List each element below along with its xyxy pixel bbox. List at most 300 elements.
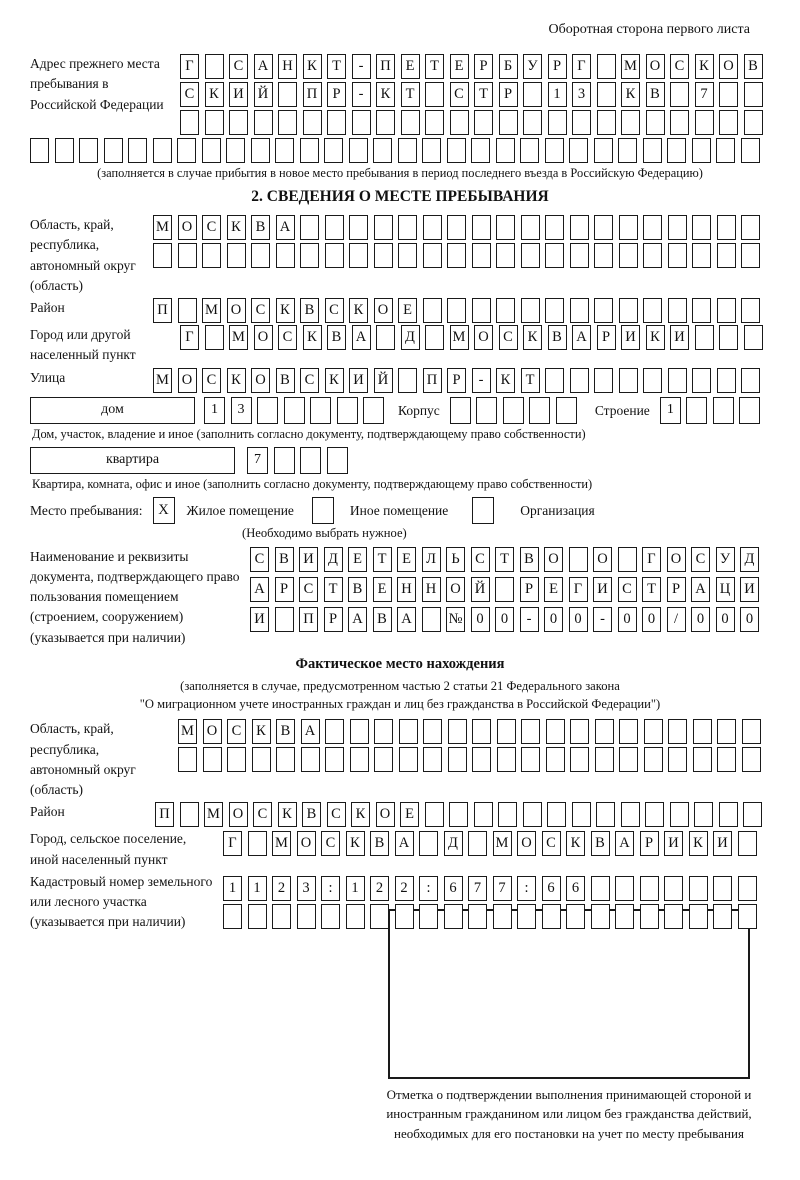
char-cell[interactable] bbox=[548, 110, 567, 135]
char-cell[interactable] bbox=[739, 397, 760, 424]
char-cell[interactable] bbox=[472, 747, 491, 772]
char-cell[interactable] bbox=[374, 215, 393, 240]
char-cell[interactable] bbox=[570, 747, 589, 772]
char-cell[interactable] bbox=[274, 447, 295, 474]
char-cell[interactable]: Е bbox=[400, 802, 419, 827]
char-cell[interactable] bbox=[542, 904, 561, 929]
char-cell[interactable] bbox=[337, 397, 358, 424]
char-cell[interactable]: Г bbox=[180, 325, 199, 350]
char-cell[interactable] bbox=[664, 876, 683, 901]
char-cell[interactable] bbox=[668, 368, 687, 393]
char-cell[interactable]: М bbox=[178, 719, 197, 744]
char-cell[interactable]: О bbox=[229, 802, 248, 827]
char-cell[interactable]: П bbox=[376, 54, 395, 79]
char-cell[interactable]: К bbox=[695, 54, 714, 79]
char-cell[interactable]: А bbox=[352, 325, 371, 350]
char-cell[interactable] bbox=[499, 110, 518, 135]
char-cell[interactable]: 0 bbox=[740, 607, 759, 632]
char-cell[interactable] bbox=[205, 54, 224, 79]
char-cell[interactable]: 6 bbox=[566, 876, 585, 901]
char-cell[interactable]: С bbox=[471, 547, 490, 572]
char-cell[interactable] bbox=[251, 243, 270, 268]
char-cell[interactable] bbox=[350, 719, 369, 744]
char-cell[interactable]: Р bbox=[324, 607, 343, 632]
char-cell[interactable] bbox=[180, 110, 199, 135]
char-cell[interactable]: Д bbox=[740, 547, 759, 572]
char-cell[interactable] bbox=[643, 215, 662, 240]
char-cell[interactable] bbox=[643, 138, 662, 163]
char-cell[interactable]: Н bbox=[397, 577, 416, 602]
char-cell[interactable]: Т bbox=[495, 547, 514, 572]
char-cell[interactable]: 3 bbox=[572, 82, 591, 107]
char-cell[interactable] bbox=[621, 802, 640, 827]
char-cell[interactable] bbox=[497, 719, 516, 744]
char-cell[interactable] bbox=[694, 802, 713, 827]
char-cell[interactable] bbox=[450, 397, 471, 424]
char-cell[interactable] bbox=[570, 215, 589, 240]
char-cell[interactable]: М bbox=[272, 831, 291, 856]
char-cell[interactable] bbox=[476, 397, 497, 424]
char-cell[interactable] bbox=[363, 397, 384, 424]
char-cell[interactable]: С bbox=[327, 802, 346, 827]
char-cell[interactable]: - bbox=[472, 368, 491, 393]
char-cell[interactable]: Е bbox=[348, 547, 367, 572]
char-cell[interactable] bbox=[615, 876, 634, 901]
char-cell[interactable]: К bbox=[227, 368, 246, 393]
char-cell[interactable] bbox=[450, 110, 469, 135]
char-cell[interactable]: - bbox=[352, 54, 371, 79]
char-cell[interactable]: 2 bbox=[272, 876, 291, 901]
char-cell[interactable] bbox=[468, 904, 487, 929]
char-cell[interactable] bbox=[425, 110, 444, 135]
char-cell[interactable]: Ц bbox=[716, 577, 735, 602]
char-cell[interactable] bbox=[276, 747, 295, 772]
char-cell[interactable]: В bbox=[646, 82, 665, 107]
char-cell[interactable] bbox=[448, 719, 467, 744]
char-cell[interactable]: М bbox=[450, 325, 469, 350]
char-cell[interactable] bbox=[398, 368, 417, 393]
char-cell[interactable] bbox=[498, 802, 517, 827]
char-cell[interactable]: И bbox=[713, 831, 732, 856]
char-cell[interactable]: Б bbox=[499, 54, 518, 79]
char-cell[interactable]: И bbox=[670, 325, 689, 350]
char-cell[interactable]: С bbox=[542, 831, 561, 856]
char-cell[interactable]: Т bbox=[425, 54, 444, 79]
char-cell[interactable] bbox=[447, 215, 466, 240]
char-cell[interactable] bbox=[257, 397, 278, 424]
char-cell[interactable]: О bbox=[374, 298, 393, 323]
char-cell[interactable] bbox=[226, 138, 245, 163]
char-cell[interactable] bbox=[398, 138, 417, 163]
char-cell[interactable] bbox=[594, 243, 613, 268]
char-cell[interactable] bbox=[619, 215, 638, 240]
char-cell[interactable] bbox=[645, 802, 664, 827]
char-cell[interactable]: Т bbox=[642, 577, 661, 602]
char-cell[interactable] bbox=[545, 243, 564, 268]
char-cell[interactable] bbox=[503, 397, 524, 424]
char-cell[interactable] bbox=[546, 719, 565, 744]
char-cell[interactable]: П bbox=[155, 802, 174, 827]
char-cell[interactable]: Л bbox=[422, 547, 441, 572]
char-cell[interactable]: : bbox=[321, 876, 340, 901]
char-cell[interactable] bbox=[591, 904, 610, 929]
char-cell[interactable]: И bbox=[250, 607, 269, 632]
char-cell[interactable]: - bbox=[593, 607, 612, 632]
char-cell[interactable] bbox=[618, 138, 637, 163]
char-cell[interactable]: П bbox=[423, 368, 442, 393]
char-cell[interactable] bbox=[423, 298, 442, 323]
char-cell[interactable]: О bbox=[446, 577, 465, 602]
char-cell[interactable] bbox=[738, 876, 757, 901]
char-cell[interactable] bbox=[303, 110, 322, 135]
char-cell[interactable] bbox=[744, 325, 763, 350]
char-cell[interactable] bbox=[374, 243, 393, 268]
char-cell[interactable]: 1 bbox=[204, 397, 225, 424]
char-cell[interactable] bbox=[621, 110, 640, 135]
char-cell[interactable]: М bbox=[153, 368, 172, 393]
char-cell[interactable]: К bbox=[376, 82, 395, 107]
char-cell[interactable] bbox=[572, 802, 591, 827]
char-cell[interactable] bbox=[325, 215, 344, 240]
char-cell[interactable] bbox=[556, 397, 577, 424]
char-cell[interactable]: 0 bbox=[569, 607, 588, 632]
char-cell[interactable]: С bbox=[299, 577, 318, 602]
char-cell[interactable]: 7 bbox=[247, 447, 268, 474]
char-cell[interactable]: О bbox=[178, 368, 197, 393]
char-cell[interactable] bbox=[545, 298, 564, 323]
char-cell[interactable]: - bbox=[352, 82, 371, 107]
char-cell[interactable] bbox=[223, 904, 242, 929]
char-cell[interactable] bbox=[474, 802, 493, 827]
char-cell[interactable] bbox=[128, 138, 147, 163]
char-cell[interactable] bbox=[668, 215, 687, 240]
char-cell[interactable]: Р bbox=[548, 54, 567, 79]
char-cell[interactable] bbox=[300, 243, 319, 268]
char-cell[interactable]: И bbox=[664, 831, 683, 856]
char-cell[interactable] bbox=[177, 138, 196, 163]
char-cell[interactable] bbox=[346, 904, 365, 929]
char-cell[interactable]: С bbox=[300, 368, 319, 393]
char-cell[interactable] bbox=[664, 904, 683, 929]
char-cell[interactable] bbox=[374, 719, 393, 744]
char-cell[interactable]: С bbox=[670, 54, 689, 79]
char-cell[interactable] bbox=[594, 215, 613, 240]
char-cell[interactable]: С bbox=[251, 298, 270, 323]
char-cell[interactable] bbox=[423, 215, 442, 240]
char-cell[interactable]: С bbox=[450, 82, 469, 107]
char-cell[interactable]: О bbox=[593, 547, 612, 572]
char-cell[interactable]: А bbox=[348, 607, 367, 632]
char-cell[interactable]: Й bbox=[374, 368, 393, 393]
char-cell[interactable] bbox=[444, 904, 463, 929]
char-cell[interactable]: К bbox=[325, 368, 344, 393]
char-cell[interactable] bbox=[324, 138, 343, 163]
char-cell[interactable] bbox=[643, 298, 662, 323]
char-cell[interactable]: О bbox=[719, 54, 738, 79]
char-cell[interactable] bbox=[644, 719, 663, 744]
char-cell[interactable]: Е bbox=[544, 577, 563, 602]
char-cell[interactable]: К bbox=[303, 325, 322, 350]
char-cell[interactable]: Д bbox=[324, 547, 343, 572]
char-cell[interactable] bbox=[423, 747, 442, 772]
char-cell[interactable] bbox=[713, 397, 734, 424]
char-cell[interactable]: В bbox=[251, 215, 270, 240]
char-cell[interactable]: К bbox=[523, 325, 542, 350]
char-cell[interactable] bbox=[595, 719, 614, 744]
char-cell[interactable]: С bbox=[227, 719, 246, 744]
char-cell[interactable] bbox=[520, 138, 539, 163]
char-cell[interactable]: И bbox=[621, 325, 640, 350]
char-cell[interactable]: Р bbox=[667, 577, 686, 602]
char-cell[interactable]: А bbox=[691, 577, 710, 602]
char-cell[interactable] bbox=[596, 802, 615, 827]
char-cell[interactable]: 2 bbox=[370, 876, 389, 901]
char-cell[interactable] bbox=[202, 243, 221, 268]
char-cell[interactable] bbox=[55, 138, 74, 163]
char-cell[interactable]: О bbox=[544, 547, 563, 572]
char-cell[interactable] bbox=[545, 215, 564, 240]
char-cell[interactable]: В bbox=[302, 802, 321, 827]
char-cell[interactable]: В bbox=[548, 325, 567, 350]
char-cell[interactable]: Г bbox=[572, 54, 591, 79]
char-cell[interactable] bbox=[153, 138, 172, 163]
char-cell[interactable]: Г bbox=[642, 547, 661, 572]
char-cell[interactable] bbox=[643, 368, 662, 393]
char-cell[interactable]: Е bbox=[373, 577, 392, 602]
char-cell[interactable] bbox=[644, 747, 663, 772]
char-cell[interactable]: - bbox=[520, 607, 539, 632]
char-cell[interactable] bbox=[395, 904, 414, 929]
char-cell[interactable] bbox=[615, 904, 634, 929]
char-cell[interactable] bbox=[373, 138, 392, 163]
char-cell[interactable] bbox=[523, 802, 542, 827]
char-cell[interactable]: В bbox=[348, 577, 367, 602]
char-cell[interactable]: С bbox=[180, 82, 199, 107]
char-cell[interactable] bbox=[401, 110, 420, 135]
char-cell[interactable]: О bbox=[297, 831, 316, 856]
char-cell[interactable] bbox=[523, 110, 542, 135]
char-cell[interactable] bbox=[350, 747, 369, 772]
char-cell[interactable]: К bbox=[351, 802, 370, 827]
char-cell[interactable]: С bbox=[278, 325, 297, 350]
char-cell[interactable] bbox=[689, 876, 708, 901]
char-cell[interactable]: О bbox=[517, 831, 536, 856]
char-cell[interactable]: Р bbox=[447, 368, 466, 393]
char-cell[interactable] bbox=[370, 904, 389, 929]
char-cell[interactable]: А bbox=[250, 577, 269, 602]
char-cell[interactable]: О bbox=[474, 325, 493, 350]
char-cell[interactable] bbox=[619, 298, 638, 323]
char-cell[interactable] bbox=[517, 904, 536, 929]
char-cell[interactable] bbox=[180, 802, 199, 827]
char-cell[interactable] bbox=[689, 904, 708, 929]
char-cell[interactable]: А bbox=[572, 325, 591, 350]
char-cell[interactable] bbox=[447, 243, 466, 268]
char-cell[interactable] bbox=[692, 243, 711, 268]
char-cell[interactable]: К bbox=[303, 54, 322, 79]
char-cell[interactable]: С bbox=[202, 215, 221, 240]
char-cell[interactable] bbox=[252, 747, 271, 772]
char-cell[interactable]: Т bbox=[373, 547, 392, 572]
char-cell[interactable] bbox=[325, 719, 344, 744]
char-cell[interactable] bbox=[521, 298, 540, 323]
char-cell[interactable]: М bbox=[153, 215, 172, 240]
char-cell[interactable]: В bbox=[300, 298, 319, 323]
char-cell[interactable] bbox=[693, 719, 712, 744]
char-cell[interactable]: В bbox=[276, 368, 295, 393]
char-cell[interactable]: 1 bbox=[548, 82, 567, 107]
char-cell[interactable] bbox=[327, 110, 346, 135]
char-cell[interactable]: О bbox=[646, 54, 665, 79]
char-cell[interactable] bbox=[667, 138, 686, 163]
char-cell[interactable] bbox=[670, 82, 689, 107]
char-cell[interactable]: М bbox=[229, 325, 248, 350]
char-cell[interactable] bbox=[310, 397, 331, 424]
char-cell[interactable]: 0 bbox=[618, 607, 637, 632]
checkbox-other-premises[interactable] bbox=[312, 497, 334, 524]
char-cell[interactable] bbox=[670, 802, 689, 827]
char-cell[interactable] bbox=[474, 110, 493, 135]
char-cell[interactable]: 7 bbox=[493, 876, 512, 901]
char-cell[interactable] bbox=[327, 447, 348, 474]
char-cell[interactable]: О bbox=[254, 325, 273, 350]
char-cell[interactable] bbox=[521, 719, 540, 744]
char-cell[interactable] bbox=[570, 298, 589, 323]
char-cell[interactable] bbox=[523, 82, 542, 107]
char-cell[interactable]: 0 bbox=[642, 607, 661, 632]
char-cell[interactable] bbox=[284, 397, 305, 424]
char-cell[interactable] bbox=[301, 747, 320, 772]
char-cell[interactable] bbox=[572, 110, 591, 135]
char-cell[interactable]: К bbox=[205, 82, 224, 107]
char-cell[interactable] bbox=[423, 719, 442, 744]
char-cell[interactable]: М bbox=[202, 298, 221, 323]
char-cell[interactable] bbox=[205, 110, 224, 135]
char-cell[interactable] bbox=[668, 747, 687, 772]
char-cell[interactable] bbox=[376, 325, 395, 350]
char-cell[interactable] bbox=[668, 719, 687, 744]
char-cell[interactable]: И bbox=[299, 547, 318, 572]
char-cell[interactable]: Р bbox=[640, 831, 659, 856]
char-cell[interactable]: 2 bbox=[395, 876, 414, 901]
char-cell[interactable] bbox=[79, 138, 98, 163]
char-cell[interactable] bbox=[570, 243, 589, 268]
char-cell[interactable] bbox=[203, 747, 222, 772]
char-cell[interactable] bbox=[468, 831, 487, 856]
char-cell[interactable] bbox=[30, 138, 49, 163]
char-cell[interactable] bbox=[278, 82, 297, 107]
char-cell[interactable]: 1 bbox=[660, 397, 681, 424]
char-cell[interactable] bbox=[692, 368, 711, 393]
char-cell[interactable]: В bbox=[276, 719, 295, 744]
char-cell[interactable]: К bbox=[689, 831, 708, 856]
char-cell[interactable] bbox=[695, 325, 714, 350]
char-cell[interactable] bbox=[472, 719, 491, 744]
char-cell[interactable]: С bbox=[202, 368, 221, 393]
char-cell[interactable]: / bbox=[667, 607, 686, 632]
char-cell[interactable]: 6 bbox=[444, 876, 463, 901]
char-cell[interactable]: О bbox=[667, 547, 686, 572]
char-cell[interactable] bbox=[325, 243, 344, 268]
char-cell[interactable]: : bbox=[419, 876, 438, 901]
char-cell[interactable]: 1 bbox=[223, 876, 242, 901]
char-cell[interactable] bbox=[546, 747, 565, 772]
char-cell[interactable] bbox=[545, 138, 564, 163]
char-cell[interactable]: Р bbox=[327, 82, 346, 107]
char-cell[interactable] bbox=[597, 82, 616, 107]
char-cell[interactable] bbox=[569, 138, 588, 163]
char-cell[interactable] bbox=[425, 325, 444, 350]
char-cell[interactable] bbox=[398, 215, 417, 240]
char-cell[interactable]: К bbox=[496, 368, 515, 393]
char-cell[interactable] bbox=[399, 747, 418, 772]
char-cell[interactable]: С bbox=[253, 802, 272, 827]
char-cell[interactable] bbox=[493, 904, 512, 929]
char-cell[interactable] bbox=[178, 298, 197, 323]
char-cell[interactable] bbox=[275, 607, 294, 632]
char-cell[interactable]: 0 bbox=[691, 607, 710, 632]
char-cell[interactable] bbox=[686, 397, 707, 424]
char-cell[interactable] bbox=[717, 368, 736, 393]
char-cell[interactable]: В bbox=[327, 325, 346, 350]
char-cell[interactable]: Т bbox=[401, 82, 420, 107]
char-cell[interactable]: 3 bbox=[231, 397, 252, 424]
char-cell[interactable] bbox=[227, 243, 246, 268]
char-cell[interactable]: Т bbox=[521, 368, 540, 393]
char-cell[interactable] bbox=[248, 904, 267, 929]
char-cell[interactable] bbox=[300, 138, 319, 163]
char-cell[interactable] bbox=[447, 298, 466, 323]
char-cell[interactable] bbox=[471, 138, 490, 163]
char-cell[interactable] bbox=[741, 298, 760, 323]
char-cell[interactable]: К bbox=[349, 298, 368, 323]
char-cell[interactable]: В bbox=[591, 831, 610, 856]
char-cell[interactable] bbox=[547, 802, 566, 827]
char-cell[interactable]: О bbox=[178, 215, 197, 240]
char-cell[interactable] bbox=[496, 138, 515, 163]
char-cell[interactable] bbox=[495, 577, 514, 602]
char-cell[interactable] bbox=[496, 298, 515, 323]
char-cell[interactable]: В bbox=[744, 54, 763, 79]
char-cell[interactable] bbox=[349, 138, 368, 163]
char-cell[interactable]: Р bbox=[520, 577, 539, 602]
char-cell[interactable]: С bbox=[250, 547, 269, 572]
char-cell[interactable] bbox=[472, 243, 491, 268]
char-cell[interactable] bbox=[619, 747, 638, 772]
char-cell[interactable] bbox=[447, 138, 466, 163]
char-cell[interactable] bbox=[719, 325, 738, 350]
char-cell[interactable]: 1 bbox=[248, 876, 267, 901]
char-cell[interactable] bbox=[272, 904, 291, 929]
char-cell[interactable]: Р bbox=[275, 577, 294, 602]
char-cell[interactable] bbox=[205, 325, 224, 350]
char-cell[interactable]: С bbox=[499, 325, 518, 350]
char-cell[interactable] bbox=[248, 831, 267, 856]
char-cell[interactable]: К bbox=[276, 298, 295, 323]
char-cell[interactable] bbox=[419, 904, 438, 929]
char-cell[interactable]: С bbox=[321, 831, 340, 856]
char-cell[interactable] bbox=[716, 138, 735, 163]
char-cell[interactable] bbox=[646, 110, 665, 135]
char-cell[interactable] bbox=[297, 904, 316, 929]
char-cell[interactable]: О bbox=[251, 368, 270, 393]
char-cell[interactable] bbox=[321, 904, 340, 929]
char-cell[interactable] bbox=[591, 876, 610, 901]
char-cell[interactable]: 0 bbox=[716, 607, 735, 632]
char-cell[interactable] bbox=[545, 368, 564, 393]
char-cell[interactable] bbox=[300, 215, 319, 240]
char-cell[interactable]: Г bbox=[180, 54, 199, 79]
